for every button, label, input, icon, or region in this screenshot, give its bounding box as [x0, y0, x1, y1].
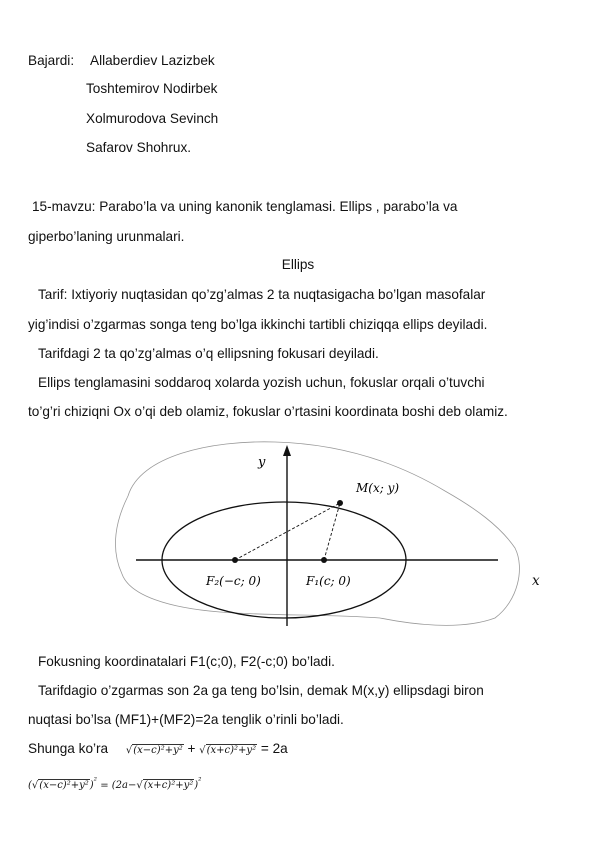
formula-2-left: $(√(x-c)^2+y^2)^{^2}$ — [28, 776, 98, 792]
formula-1-rhs: = 2a — [260, 741, 288, 756]
after-line-2: Tarifdagio o’zgarmas son 2a ga teng bo’lsin, demak M(x,y) ellipsdagi biron — [38, 683, 484, 698]
point-f2 — [232, 557, 238, 563]
formula-1 — [28, 740, 288, 760]
ellipse-diagram — [100, 436, 520, 628]
paragraph-line-3: Tarifdagi 2 ta qo’zg’almas o’q ellipsning fokusari deyiladi. — [38, 346, 379, 361]
author-name-3: Xolmurodova Sevinch — [86, 111, 219, 126]
y-axis-label: y — [258, 455, 266, 470]
formula-2-eq: = — [100, 780, 109, 792]
after-line-1: Fokusning koordinatalari F1(c;0), F2(-c;0) bo’ladi. — [38, 654, 335, 669]
formula-1-plus: + — [187, 741, 196, 756]
formula-2-right: $(2a-√(x+c)^2+y^2)^{^2}$ — [111, 776, 202, 792]
topic-line-2: giperbo’laning urunmalari. — [28, 229, 185, 244]
point-m — [337, 500, 343, 506]
formula-1-prefix: Shunga ko’ra — [28, 741, 109, 756]
point-f1-label: F₁(c; 0) — [306, 574, 351, 588]
author-name-2: Toshtemirov Nodirbek — [86, 81, 218, 96]
point-m-label: M(x; y) — [356, 481, 400, 495]
ellipse-figure — [100, 436, 520, 628]
formula-2 — [28, 772, 202, 795]
authors-label: Bajardi: — [28, 53, 75, 68]
point-f1 — [321, 557, 327, 563]
y-axis-arrow — [283, 445, 291, 456]
formula-1-term1: √(x−c)²+y² — [125, 745, 183, 756]
formula-1-term2: √(x+c)²+y² — [199, 745, 257, 756]
point-f2-label: F₂(−c; 0) — [206, 574, 261, 588]
paragraph-line-2: yig’indisi o’zgarmas songa teng bo’lga ikkinchi tartibli chiziqqa ellips deyiladi. — [28, 317, 488, 332]
paragraph-line-1: Tarif: Ixtiyoriy nuqtasidan qo’zg’almas 2 ta nuqtasigacha bo’lgan masofalar — [38, 287, 486, 302]
author-name-1: Allaberdiev Lazizbek — [90, 53, 215, 68]
author-name-4: Safarov Shohrux. — [86, 140, 192, 155]
after-line-3: nuqtasi bo’lsa (MF1)+(MF2)=2a tenglik o’rinli bo’ladi. — [28, 712, 344, 727]
segment-f1-m — [324, 503, 340, 560]
x-axis-label-text: x — [532, 573, 540, 589]
paragraph-line-4: Ellips tenglamasini soddaroq xolarda yozish uchun, fokuslar orqali o’tuvchi — [38, 375, 485, 390]
section-title: Ellips — [281, 257, 315, 272]
paragraph-line-5: to’g’ri chiziqni Ox o’qi deb olamiz, fokuslar o’rtasini koordinata boshi deb olamiz. — [28, 404, 508, 419]
topic-line-1: 15-mavzu: Parabo’la va uning kanonik tenglamasi. Ellips , parabo’la va — [32, 199, 458, 214]
